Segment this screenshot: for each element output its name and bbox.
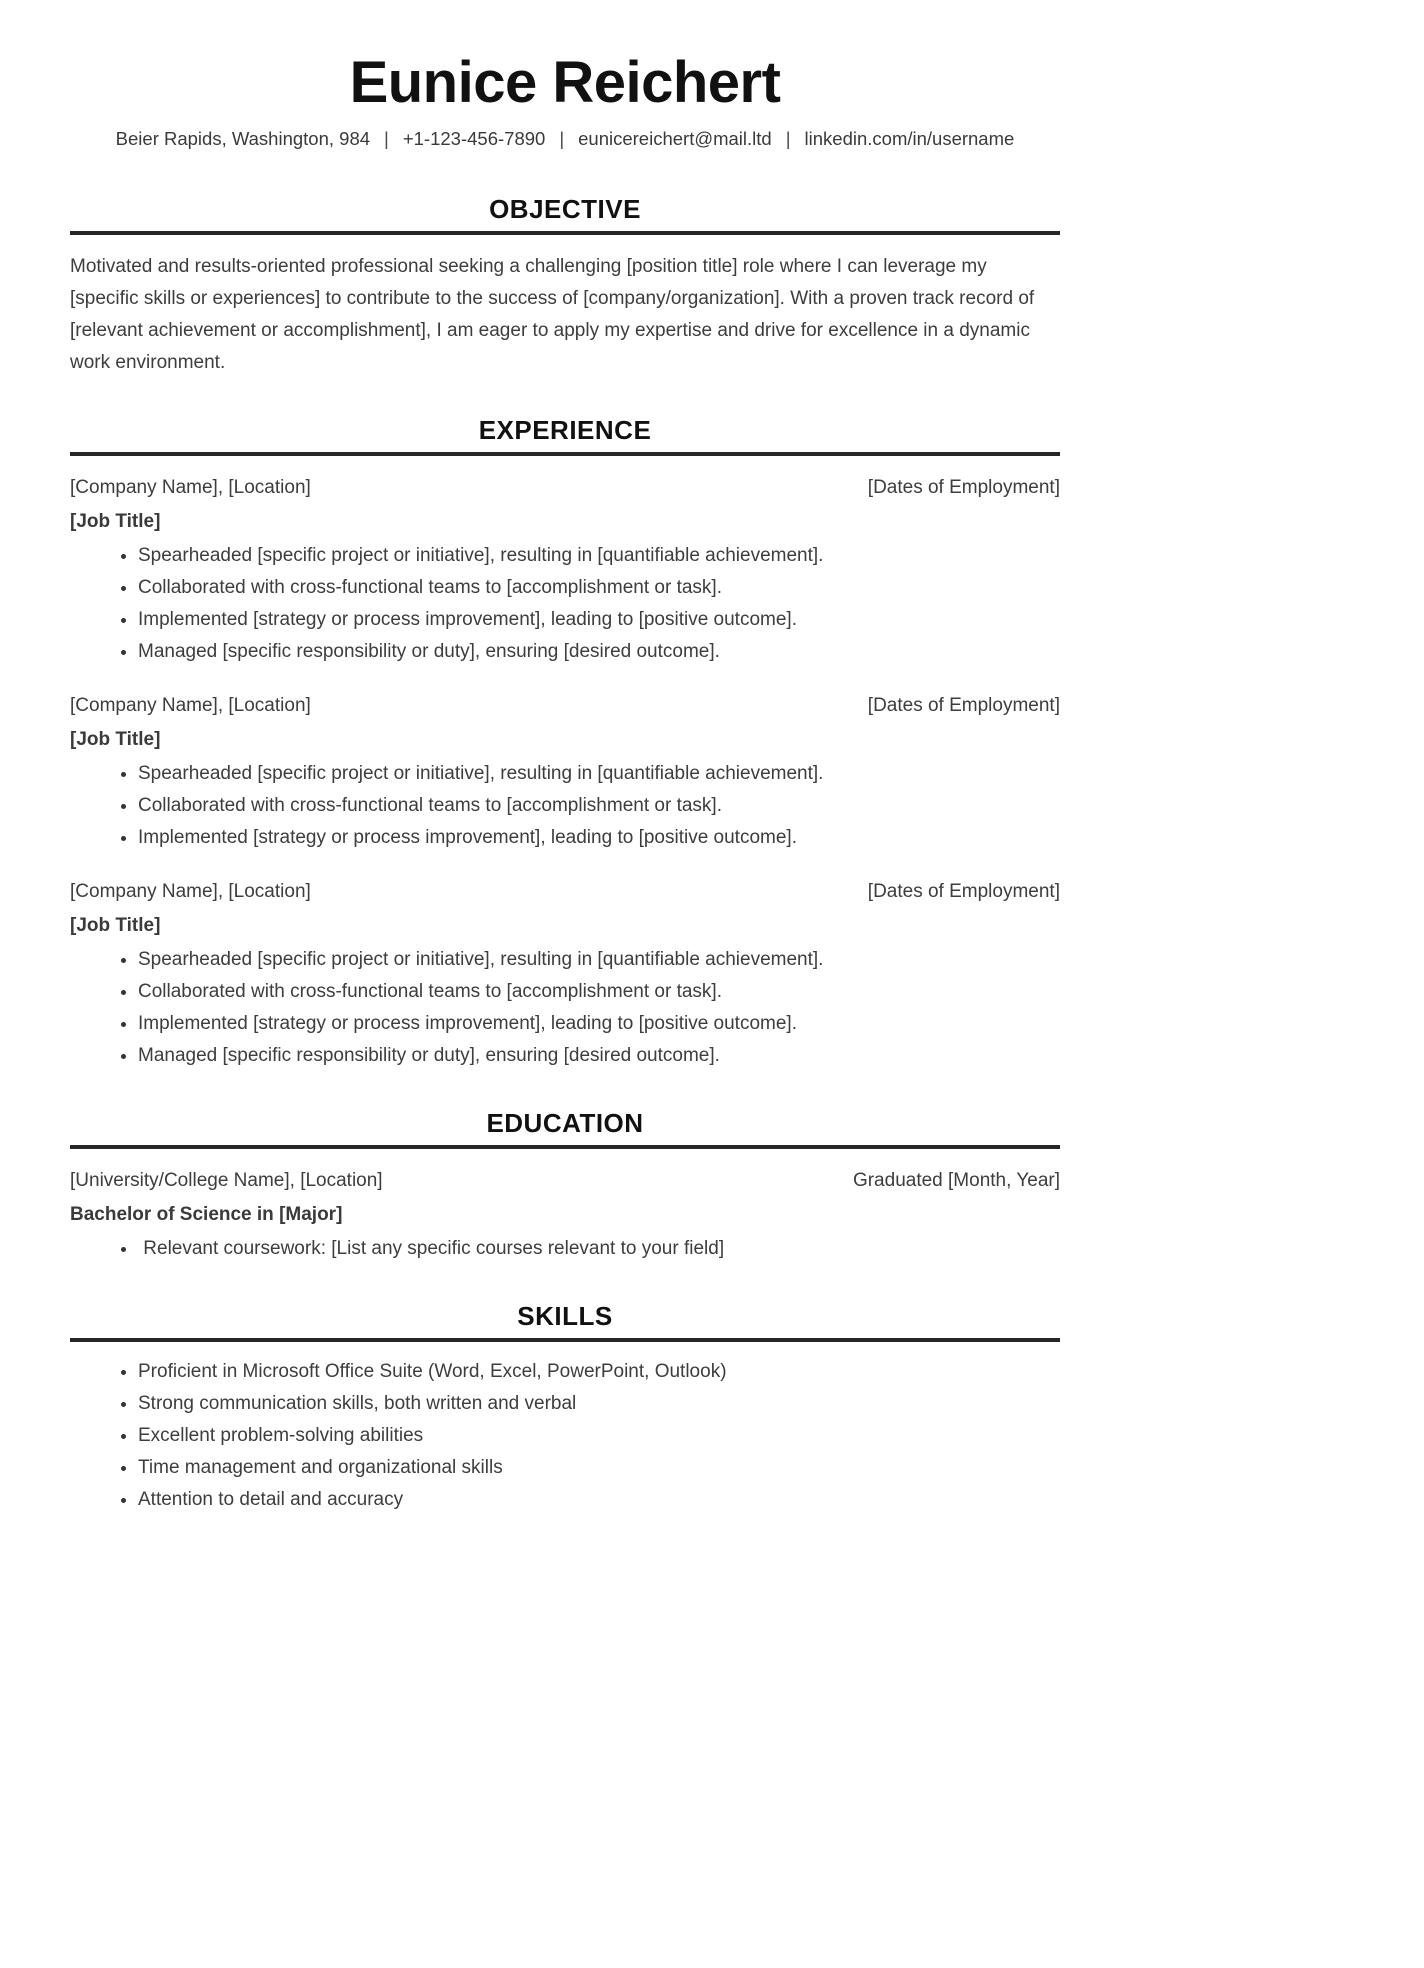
experience-bullet: • Implemented [strategy or process improvement], leading to [positive outcome]. bbox=[138, 822, 1060, 854]
graduation-date: Graduated [Month, Year] bbox=[852, 1169, 1060, 1191]
experience-bullet: • Spearheaded [specific project or initiative], resulting in [quantifiable achievement]. bbox=[138, 944, 1060, 976]
resume-content bbox=[70, 50, 1060, 1516]
education-entry-head bbox=[70, 1165, 1060, 1197]
skill-bullet: • Strong communication skills, both written and verbal bbox=[138, 1388, 1060, 1420]
section-objective bbox=[70, 194, 1060, 379]
skills-bullet-list bbox=[70, 1356, 1060, 1516]
experience-entry bbox=[70, 472, 1060, 668]
employment-dates: [Dates of Employment] bbox=[867, 880, 1060, 902]
experience-bullet-list bbox=[70, 540, 1060, 668]
experience-bullet: • Spearheaded [specific project or initiative], resulting in [quantifiable achievement]. bbox=[138, 758, 1060, 790]
education-entry bbox=[70, 1165, 1060, 1265]
company-name: [Company Name], [Location] bbox=[70, 694, 311, 716]
contact-line bbox=[70, 126, 1060, 152]
section-title-experience: EXPERIENCE bbox=[478, 414, 652, 445]
experience-entry bbox=[70, 690, 1060, 854]
experience-bullet-list bbox=[70, 944, 1060, 1072]
employment-dates: [Dates of Employment] bbox=[867, 476, 1060, 498]
experience-bullet: • Managed [specific responsibility or duty], ensuring [desired outcome]. bbox=[138, 1040, 1060, 1072]
section-skills bbox=[70, 1301, 1060, 1516]
company-name: [Company Name], [Location] bbox=[70, 476, 311, 498]
section-title-education: EDUCATION bbox=[486, 1107, 644, 1138]
contact-linkedin: linkedin.com/in/username bbox=[804, 127, 1015, 149]
contact-location: Beier Rapids, Washington, 984 bbox=[115, 127, 371, 149]
contact-separator: | bbox=[785, 127, 791, 149]
experience-bullet: • Collaborated with cross-functional teams to [accomplishment or task]. bbox=[138, 790, 1060, 822]
objective-paragraph: Motivated and results-oriented professional seeking a challenging [position title] role where I can leverage my [specific skills or experiences] to contribute to the success of [company/organization]. With a proven track record of [relevant achievement or accomplishment], I am eager to apply my expertise and drive for excellence in a dynamic work environment. bbox=[70, 255, 1035, 373]
section-divider bbox=[70, 452, 1060, 456]
section-education bbox=[70, 1108, 1060, 1265]
education-bullet-list bbox=[70, 1233, 1060, 1265]
skill-bullet: • Excellent problem-solving abilities bbox=[138, 1420, 1060, 1452]
skill-bullet: • Proficient in Microsoft Office Suite (Word, Excel, PowerPoint, Outlook) bbox=[138, 1356, 1060, 1388]
experience-bullet: • Implemented [strategy or process improvement], leading to [positive outcome]. bbox=[138, 604, 1060, 636]
section-divider bbox=[70, 231, 1060, 235]
experience-entry-head bbox=[70, 472, 1060, 504]
section-divider bbox=[70, 1338, 1060, 1342]
experience-entry bbox=[70, 876, 1060, 1072]
education-bullet: • Relevant coursework: [List any specific courses relevant to your field] bbox=[138, 1233, 1060, 1265]
section-title-objective: OBJECTIVE bbox=[489, 193, 641, 224]
resume-header bbox=[70, 50, 1060, 152]
contact-email: eunicereichert@mail.ltd bbox=[578, 127, 772, 149]
experience-entry-head bbox=[70, 876, 1060, 908]
experience-bullet: • Implemented [strategy or process improvement], leading to [positive outcome]. bbox=[138, 1008, 1060, 1040]
company-name: [Company Name], [Location] bbox=[70, 880, 311, 902]
job-title: [Job Title] bbox=[70, 510, 161, 532]
section-experience bbox=[70, 415, 1060, 1072]
job-title: [Job Title] bbox=[70, 728, 161, 750]
skill-bullet: • Time management and organizational skills bbox=[138, 1452, 1060, 1484]
section-divider bbox=[70, 1145, 1060, 1149]
skill-bullet: • Attention to detail and accuracy bbox=[138, 1484, 1060, 1516]
job-title: [Job Title] bbox=[70, 914, 161, 936]
experience-bullet: • Collaborated with cross-functional teams to [accomplishment or task]. bbox=[138, 976, 1060, 1008]
experience-bullet: • Spearheaded [specific project or initiative], resulting in [quantifiable achievement]. bbox=[138, 540, 1060, 572]
contact-separator: | bbox=[384, 127, 389, 149]
candidate-name: Eunice Reichert bbox=[349, 50, 781, 115]
school-name: [University/College Name], [Location] bbox=[70, 1169, 383, 1191]
employment-dates: [Dates of Employment] bbox=[867, 694, 1060, 716]
experience-bullet: • Managed [specific responsibility or duty], ensuring [desired outcome]. bbox=[138, 636, 1060, 668]
contact-phone: +1-123-456-7890 bbox=[402, 127, 546, 149]
experience-bullet-list bbox=[70, 758, 1060, 854]
experience-entry-head bbox=[70, 690, 1060, 722]
experience-bullet: • Collaborated with cross-functional teams to [accomplishment or task]. bbox=[138, 572, 1060, 604]
contact-separator: | bbox=[559, 127, 565, 149]
degree-title: Bachelor of Science in [Major] bbox=[70, 1203, 343, 1225]
section-title-skills: SKILLS bbox=[517, 1300, 613, 1331]
